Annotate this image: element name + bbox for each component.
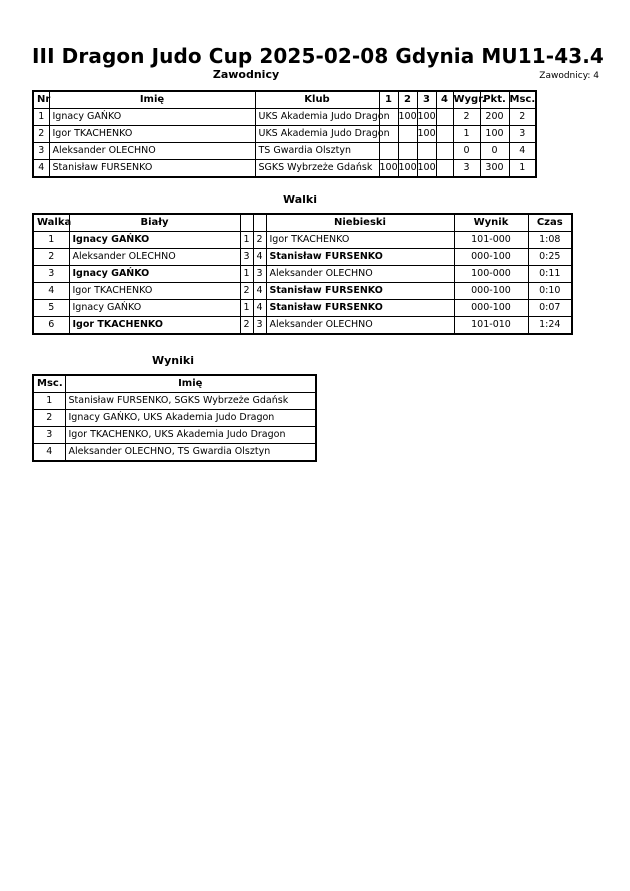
col-wins: Wygr. — [453, 91, 480, 109]
competitor-score-2: 100 — [398, 109, 417, 126]
competitor-score-4 — [436, 160, 453, 178]
fights-table — [32, 213, 573, 335]
fight-white-name: Igor TKACHENKO — [69, 317, 240, 335]
competitors-header-row — [33, 91, 536, 109]
fight-blue-name: Stanisław FURSENKO — [266, 249, 454, 266]
fight-white-name: Ignacy GAŃKO — [69, 300, 240, 317]
fight-blue-name: Igor TKACHENKO — [266, 232, 454, 249]
fight-row — [33, 317, 572, 335]
results-table — [32, 374, 317, 462]
col-blue: Niebieski — [266, 214, 454, 232]
fight-no: 6 — [33, 317, 69, 335]
fight-white-nr: 1 — [240, 266, 253, 283]
col-score-1: 1 — [379, 91, 398, 109]
fight-no: 1 — [33, 232, 69, 249]
fight-blue-nr: 3 — [253, 266, 266, 283]
fight-score: 000-100 — [454, 249, 528, 266]
page-title: III Dragon Judo Cup 2025-02-08 Gdynia MU11-43.4 — [32, 44, 604, 68]
competitor-points: 200 — [480, 109, 509, 126]
result-entry: Ignacy GAŃKO, UKS Akademia Judo Dragon — [65, 410, 316, 427]
competitor-name: Aleksander OLECHNO — [49, 143, 255, 160]
fights-heading: Walki — [282, 193, 318, 206]
competitor-score-4 — [436, 109, 453, 126]
fight-blue-nr: 4 — [253, 283, 266, 300]
fight-blue-nr: 4 — [253, 300, 266, 317]
competitor-nr: 4 — [33, 160, 49, 178]
col-score-2: 2 — [398, 91, 417, 109]
result-place: 3 — [33, 427, 65, 444]
fight-no: 3 — [33, 266, 69, 283]
competitor-row — [33, 126, 536, 143]
col-nr: Nr — [33, 91, 49, 109]
fight-blue-name: Stanisław FURSENKO — [266, 300, 454, 317]
fight-white-nr: 1 — [240, 232, 253, 249]
competitor-score-4 — [436, 143, 453, 160]
result-place: 1 — [33, 393, 65, 410]
col-score-4: 4 — [436, 91, 453, 109]
result-row — [33, 427, 316, 444]
fight-score: 000-100 — [454, 300, 528, 317]
competitor-place: 2 — [509, 109, 536, 126]
fight-time: 1:24 — [528, 317, 572, 335]
fight-white-name: Ignacy GAŃKO — [69, 232, 240, 249]
fight-blue-nr: 3 — [253, 317, 266, 335]
col-white-nr — [240, 214, 253, 232]
competitor-wins: 0 — [453, 143, 480, 160]
col-name: Imię — [49, 91, 255, 109]
col-score-3: 3 — [417, 91, 436, 109]
fight-row — [33, 266, 572, 283]
competitor-row — [33, 109, 536, 126]
fight-white-nr: 2 — [240, 317, 253, 335]
competitors-table — [32, 90, 537, 178]
competitor-score-3: 100 — [417, 160, 436, 178]
col-points: Pkt. — [480, 91, 509, 109]
competitor-points: 300 — [480, 160, 509, 178]
col-time: Czas — [528, 214, 572, 232]
fight-score: 000-100 — [454, 283, 528, 300]
fight-score: 101-010 — [454, 317, 528, 335]
col-score: Wynik — [454, 214, 528, 232]
fight-blue-name: Aleksander OLECHNO — [266, 266, 454, 283]
competitor-name: Igor TKACHENKO — [49, 126, 255, 143]
col-result-place: Msc. — [33, 375, 65, 393]
col-fight-no: Walka — [33, 214, 69, 232]
results-heading: Wyniki — [152, 354, 194, 367]
fight-white-nr: 1 — [240, 300, 253, 317]
col-place: Msc. — [509, 91, 536, 109]
fight-white-nr: 2 — [240, 283, 253, 300]
competitor-name: Stanisław FURSENKO — [49, 160, 255, 178]
result-row — [33, 393, 316, 410]
competitor-score-1: 100 — [379, 160, 398, 178]
competitors-count: Zawodnicy: 4 — [539, 71, 599, 81]
fight-row — [33, 249, 572, 266]
fight-no: 2 — [33, 249, 69, 266]
competitor-score-2 — [398, 143, 417, 160]
fight-blue-name: Stanisław FURSENKO — [266, 283, 454, 300]
results-header-row — [33, 375, 316, 393]
fight-white-name: Igor TKACHENKO — [69, 283, 240, 300]
competitor-score-3: 100 — [417, 109, 436, 126]
col-club: Klub — [255, 91, 379, 109]
competitor-score-3 — [417, 143, 436, 160]
result-row — [33, 410, 316, 427]
result-place: 4 — [33, 444, 65, 462]
competitor-score-1 — [379, 143, 398, 160]
col-blue-nr — [253, 214, 266, 232]
competitor-club: SGKS Wybrzeże Gdańsk — [255, 160, 379, 178]
competitor-row — [33, 143, 536, 160]
col-white: Biały — [69, 214, 240, 232]
competitor-club: UKS Akademia Judo Dragon — [255, 126, 379, 143]
fight-row — [33, 300, 572, 317]
competitor-nr: 1 — [33, 109, 49, 126]
fight-white-name: Ignacy GAŃKO — [69, 266, 240, 283]
fight-white-nr: 3 — [240, 249, 253, 266]
competitor-name: Ignacy GAŃKO — [49, 109, 255, 126]
fight-score: 100-000 — [454, 266, 528, 283]
competitor-points: 0 — [480, 143, 509, 160]
fight-no: 4 — [33, 283, 69, 300]
fight-blue-nr: 2 — [253, 232, 266, 249]
competitor-wins: 3 — [453, 160, 480, 178]
fight-blue-nr: 4 — [253, 249, 266, 266]
fight-white-name: Aleksander OLECHNO — [69, 249, 240, 266]
fight-time: 0:25 — [528, 249, 572, 266]
result-row — [33, 444, 316, 462]
fight-blue-name: Aleksander OLECHNO — [266, 317, 454, 335]
fight-no: 5 — [33, 300, 69, 317]
fight-score: 101-000 — [454, 232, 528, 249]
fight-time: 1:08 — [528, 232, 572, 249]
competitor-nr: 2 — [33, 126, 49, 143]
competitor-points: 100 — [480, 126, 509, 143]
col-result-name: Imię — [65, 375, 316, 393]
competitor-nr: 3 — [33, 143, 49, 160]
competitor-score-2 — [398, 126, 417, 143]
competitor-score-4 — [436, 126, 453, 143]
competitor-club: UKS Akademia Judo Dragon — [255, 109, 379, 126]
result-place: 2 — [33, 410, 65, 427]
fights-header-row — [33, 214, 572, 232]
competitor-place: 1 — [509, 160, 536, 178]
fight-time: 0:07 — [528, 300, 572, 317]
fight-time: 0:10 — [528, 283, 572, 300]
result-entry: Igor TKACHENKO, UKS Akademia Judo Dragon — [65, 427, 316, 444]
competitors-heading: Zawodnicy — [212, 68, 280, 81]
result-entry: Aleksander OLECHNO, TS Gwardia Olsztyn — [65, 444, 316, 462]
competitor-row — [33, 160, 536, 178]
competitor-club: TS Gwardia Olsztyn — [255, 143, 379, 160]
competitor-wins: 2 — [453, 109, 480, 126]
competitor-place: 3 — [509, 126, 536, 143]
competitor-place: 4 — [509, 143, 536, 160]
competitor-wins: 1 — [453, 126, 480, 143]
competitor-score-3: 100 — [417, 126, 436, 143]
fight-time: 0:11 — [528, 266, 572, 283]
competitor-score-2: 100 — [398, 160, 417, 178]
fight-row — [33, 232, 572, 249]
result-entry: Stanisław FURSENKO, SGKS Wybrzeże Gdańsk — [65, 393, 316, 410]
fight-row — [33, 283, 572, 300]
